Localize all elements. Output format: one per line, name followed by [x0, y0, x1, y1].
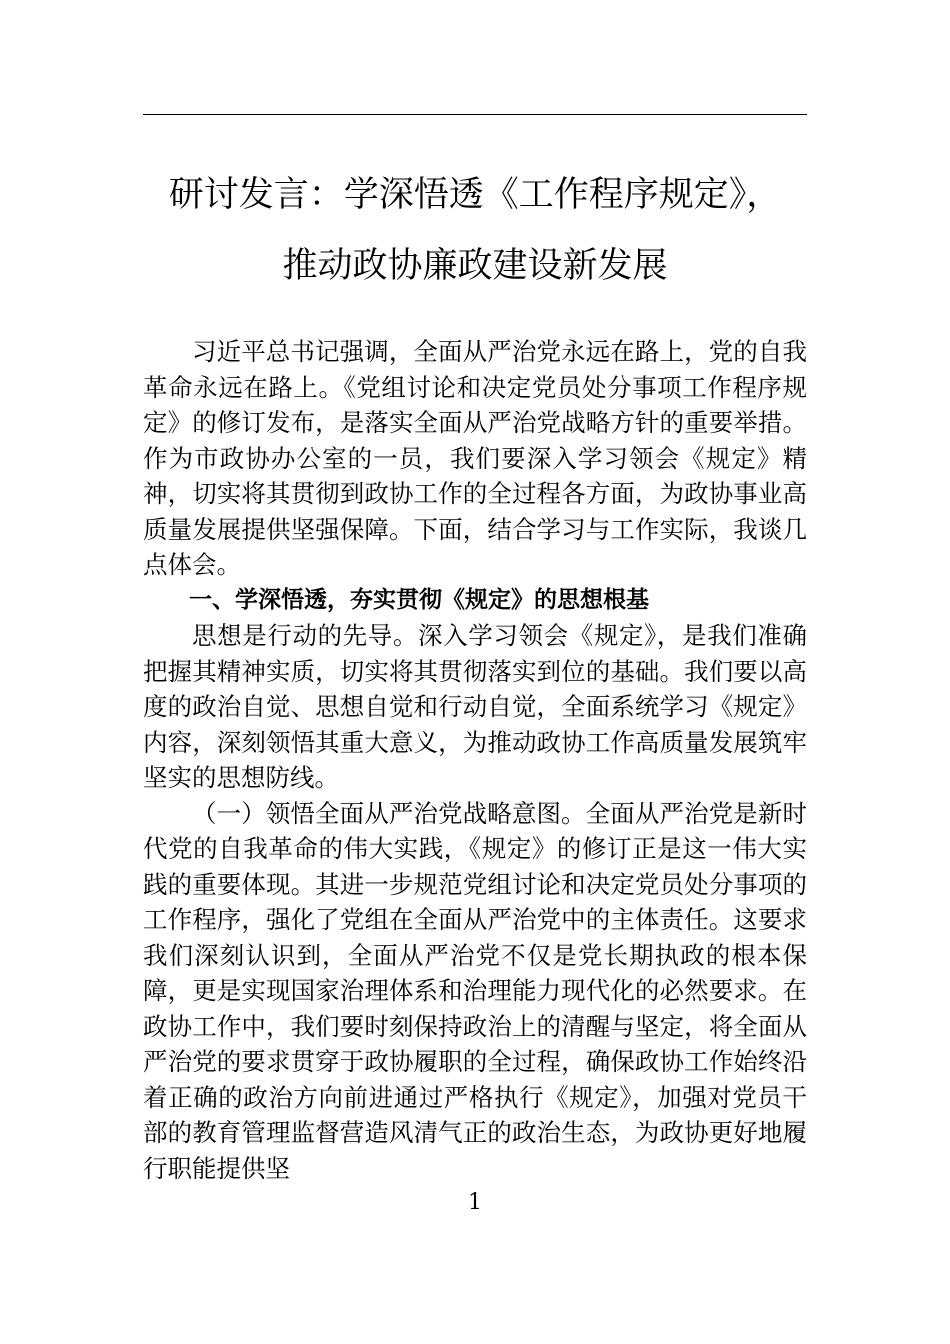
page-number: 1	[468, 1190, 482, 1215]
document-title-line-1: 研讨发言：学深悟透《工作程序规定》，	[168, 175, 782, 215]
paragraph-intro: 习近平总书记强调，全面从严治党永远在路上，党的自我革命永远在路上。《党组讨论和决定党员处分事项工作程序规定》的修订发布，是落实全面从严治党战略方针的重要举措。作为市政协办公室的一员，我们要深入学习领会《规定》精神，切实将其贯彻到政协工作的全过程各方面，为政协事业高质量发展提供坚强保障。下面，结合学习与工作实际，我谈几点体会。	[143, 337, 807, 579]
document-body	[143, 334, 807, 1186]
header-rule	[143, 114, 807, 115]
paragraph-section-1: 思想是行动的先导。深入学习领会《规定》，是我们准确把握其精神实质，切实将其贯彻落实到位的基础。我们要以高度的政治自觉、思想自觉和行动自觉，全面系统学习《规定》内容，深刻领悟其重大意义，为推动政协工作高质量发展筑牢坚实的思想防线。	[143, 621, 807, 792]
document-title-line-2: 推动政协廉政建设新发展	[282, 246, 668, 286]
paragraph-subsection-1: （一）领悟全面从严治党战略意图。全面从严治党是新时代党的自我革命的伟大实践，《规定》的修订正是这一伟大实践的重要体现。其进一步规范党组讨论和决定党员处分事项的工作程序，强化了党组在全面从严治党中的主体责任。这要求我们深刻认识到，全面从严治党不仅是党长期执政的根本保障，更是实现国家治理体系和治理能力现代化的必然要求。在政协工作中，我们要时刻保持政治上的清醒与坚定，将全面从严治党的要求贯穿于政协履职的全过程，确保政协工作始终沿着正确的政治方向前进通过严格执行《规定》，加强对党员干部的教育管理监督营造风清气正的政治生态，为政协更好地履行职能提供坚	[143, 798, 807, 1183]
section-heading-1: 一、学深悟透，夯实贯彻《规定》的思想根基	[189, 586, 649, 613]
